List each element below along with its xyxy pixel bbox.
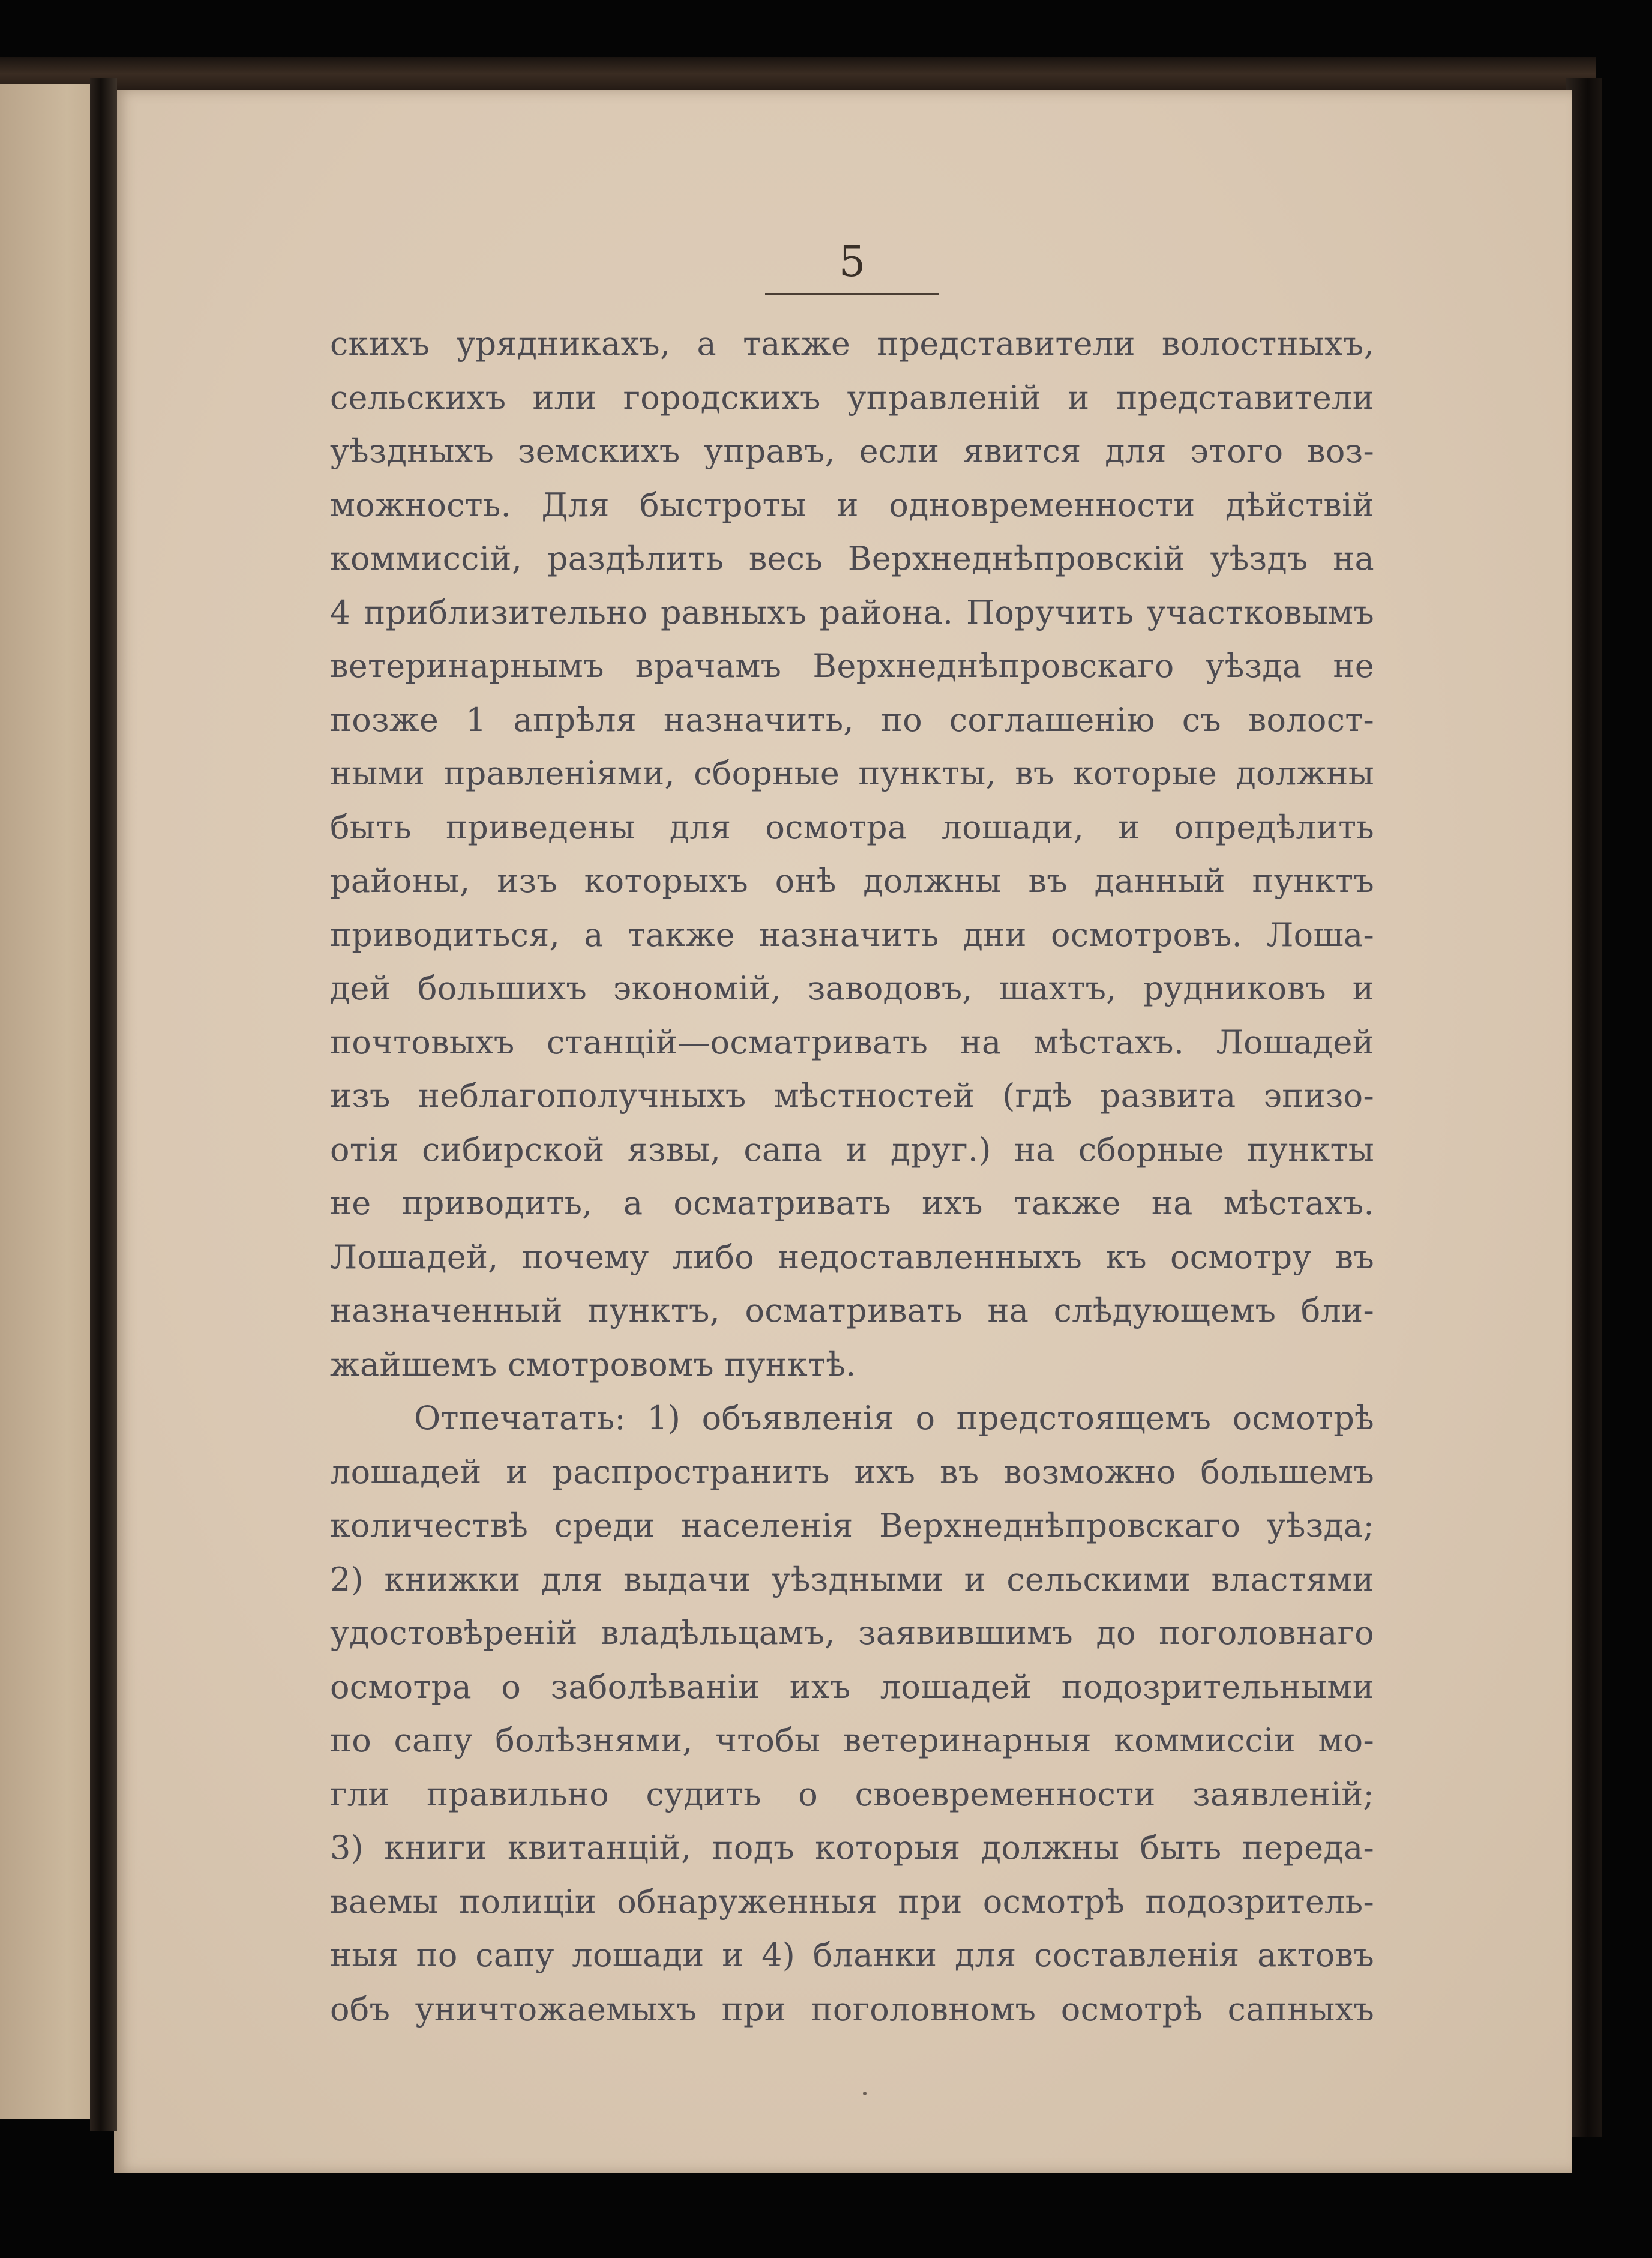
text-line: количествѣ среди населенія Верхнеднѣпровскаго уѣзда; [330, 1507, 1374, 1544]
text-line: можность. Для быстроты и одновременности дѣйствій [330, 486, 1374, 524]
text-line: приводиться, а также назначить дни осмотровъ. Лоша- [330, 915, 1374, 954]
text-line: по сапу болѣзнями, чтобы ветеринарныя коммиссіи мо- [330, 1721, 1374, 1759]
text-line: дей большихъ экономій, заводовъ, шахтъ, рудниковъ и [330, 969, 1374, 1007]
text-line: отія сибирской язвы, сапа и друг.) на сборные пункты [330, 1130, 1374, 1169]
text-line: 3) книги квитанцій, подъ которыя должны быть переда- [330, 1829, 1374, 1867]
page-number-rule [765, 293, 939, 295]
text-line: лошадей и распространить ихъ въ возможно большемъ [330, 1453, 1374, 1491]
text-line: ными правленіями, сборные пункты, въ которые должны [330, 754, 1374, 792]
text-line: 4 приблизительно равныхъ района. Поручить участковымъ [330, 593, 1374, 631]
book-spine [90, 78, 117, 2131]
text-line: 2) книжки для выдачи уѣздными и сельскими властями [330, 1560, 1374, 1598]
text-line: Отпечатать: 1) объявленія о предстоящемъ осмотрѣ [414, 1399, 1374, 1437]
body-text [330, 317, 1374, 2036]
text-line: коммиссій, раздѣлить весь Верхнеднѣпровскій уѣздъ на [330, 540, 1374, 577]
previous-page-edge [0, 84, 96, 2119]
text-line: позже 1 апрѣля назначить, по соглашенію съ волост- [330, 700, 1374, 739]
text-line: районы, изъ которыхъ онѣ должны въ данный пунктъ [330, 862, 1374, 900]
text-line: удостовѣреній владѣльцамъ, заявившимъ до поголовнаго [330, 1614, 1374, 1652]
text-line: скихъ урядникахъ, а также представители волостныхъ, [330, 325, 1374, 363]
page-number: 5 [838, 237, 866, 286]
paper-speck [863, 2092, 867, 2095]
text-line: Лошадей, почему либо недоставленныхъ къ осмотру въ [330, 1238, 1374, 1276]
text-line: почтовыхъ станцій—осматривать на мѣстахъ. Лошадей [330, 1023, 1374, 1061]
text-line: назначенный пунктъ, осматривать на слѣдующемъ бли- [330, 1292, 1374, 1329]
text-line: уѣздныхъ земскихъ управъ, если явится для этого воз- [330, 432, 1374, 470]
text-line: ваемы полиціи обнаруженныя при осмотрѣ подозритель- [330, 1882, 1374, 1921]
text-line: сельскихъ или городскихъ управленій и представители [330, 378, 1374, 417]
text-line: осмотра о заболѣваніи ихъ лошадей подозрительными [330, 1667, 1374, 1706]
text-line: жайшемъ смотровомъ пунктѣ. [330, 1345, 856, 1383]
text-line: ныя по сапу лошади и 4) бланки для составленія актовъ [330, 1936, 1374, 1974]
text-line: не приводить, а осматривать ихъ также на мѣстахъ. [330, 1184, 1374, 1222]
text-line: быть приведены для осмотра лошади, и опредѣлить [330, 808, 1374, 846]
text-line: изъ неблагополучныхъ мѣстностей (гдѣ развита эпизо- [330, 1077, 1374, 1115]
text-line: ветеринарнымъ врачамъ Верхнеднѣпровскаго уѣзда не [330, 647, 1374, 685]
text-line: гли правильно судить о своевременности заявленій; [330, 1775, 1374, 1813]
text-line: объ уничтожаемыхъ при поголовномъ осмотрѣ сапныхъ [330, 1990, 1374, 2028]
